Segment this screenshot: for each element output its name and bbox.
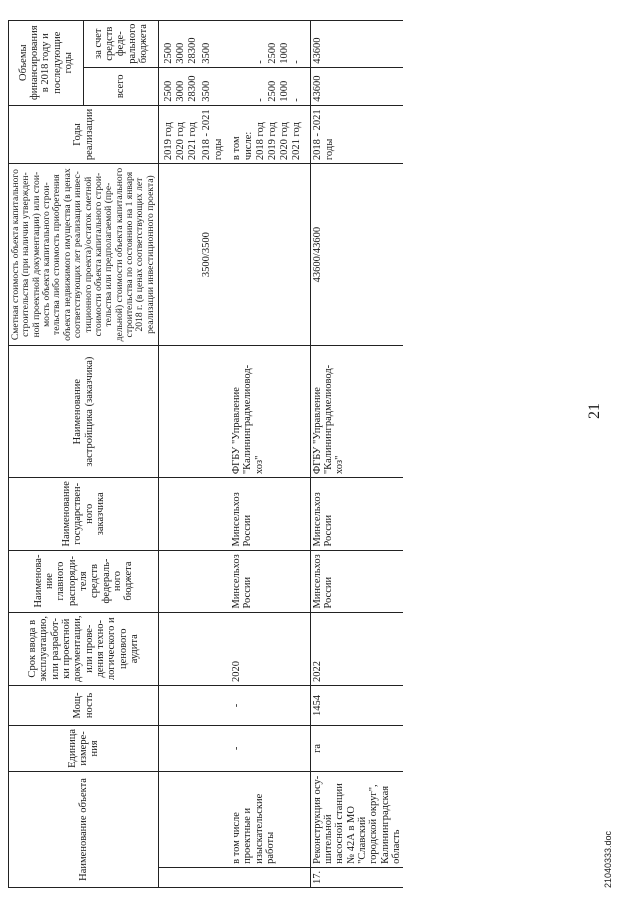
cell-total bbox=[200, 67, 230, 105]
cell-federal bbox=[159, 20, 201, 67]
cell-line: 1000 bbox=[279, 42, 291, 64]
cell-term bbox=[230, 612, 310, 685]
cell-cost bbox=[200, 164, 230, 346]
cell-line: 3500 bbox=[201, 42, 213, 64]
cell-text: Минсельхоз России bbox=[231, 492, 254, 547]
cell-text: ФГБУ "Управление "Калининградмелиовод-хоз" bbox=[231, 364, 265, 475]
cell-customer bbox=[230, 478, 310, 550]
cell-line: 43600 bbox=[311, 75, 323, 102]
cell-line: 2021 год bbox=[291, 122, 303, 161]
cell-years bbox=[159, 105, 201, 163]
cell-line: 3500 bbox=[201, 80, 213, 102]
header-developer: Наименование застройщика (заказчика) bbox=[9, 346, 159, 478]
cell-name bbox=[200, 771, 230, 867]
cell-line: годы bbox=[213, 138, 225, 161]
cell-line: 2019 год bbox=[267, 122, 279, 161]
rotated-content bbox=[3, 13, 623, 893]
cell-line: 28300 bbox=[187, 75, 199, 102]
cell-federal bbox=[230, 20, 310, 67]
cell-text: ФГБУ "Управление "Калининградмелиовод-хоз" bbox=[311, 364, 346, 475]
cell-text: 17. bbox=[311, 870, 323, 884]
cell-line: в том bbox=[231, 136, 243, 161]
cell-developer bbox=[310, 346, 403, 478]
cell-total bbox=[310, 67, 403, 105]
cell-text: Минсельхоз России bbox=[231, 554, 254, 609]
cell-term bbox=[200, 612, 230, 685]
cell-manager bbox=[200, 550, 230, 612]
header-customer: Наименование государствен-ного заказчика bbox=[9, 478, 159, 550]
cell-term bbox=[159, 612, 201, 685]
header-term: Срок ввода в эксплуатацию, или разработ-ки проектной документации, или прове-дения техно-логического и ценового аудита bbox=[9, 612, 159, 685]
cell-line: 2500 bbox=[163, 42, 175, 64]
table-header-row bbox=[9, 20, 84, 887]
cell-line: 2018 - 2021 bbox=[311, 109, 323, 161]
cell-cost bbox=[230, 164, 310, 346]
cell-line: 2019 год bbox=[163, 122, 175, 161]
cell-line: 2500 bbox=[267, 80, 279, 102]
table-row bbox=[200, 20, 230, 887]
footer-filename: 21040333.doc bbox=[603, 830, 613, 888]
investment-table bbox=[8, 20, 403, 888]
table-row bbox=[310, 20, 403, 887]
cell-text: в том числе проектные и изыскательские работы bbox=[231, 793, 277, 864]
cell-federal bbox=[200, 20, 230, 67]
cell-name bbox=[310, 771, 403, 867]
cell-line: 2018 год bbox=[255, 122, 267, 161]
cell-unit bbox=[159, 725, 201, 771]
cell-capacity bbox=[159, 685, 201, 725]
cell-num bbox=[159, 867, 201, 887]
cell-cost bbox=[310, 164, 403, 346]
cell-unit bbox=[310, 725, 403, 771]
cell-cost bbox=[159, 164, 201, 346]
cell-line: - bbox=[255, 60, 267, 64]
cell-manager bbox=[159, 550, 201, 612]
cell-line bbox=[231, 71, 243, 102]
cell-line: 28300 bbox=[187, 37, 199, 64]
cell-customer bbox=[310, 478, 403, 550]
cell-line: 2020 год bbox=[279, 122, 291, 161]
page-number: 21 bbox=[586, 403, 603, 419]
cell-line bbox=[231, 24, 243, 64]
cell-line: - bbox=[291, 60, 303, 64]
header-total: всего bbox=[84, 67, 159, 105]
cell-line: 2020 год bbox=[175, 122, 187, 161]
cell-line: 43600 bbox=[311, 37, 323, 64]
cell-num bbox=[310, 867, 403, 887]
cell-text: Реконструкция осу-шительной насосной станции № 42А в МО "Славский городской округ", Калининградская область bbox=[311, 775, 402, 864]
header-unit: Единица измере-ния bbox=[9, 725, 159, 771]
table-row bbox=[230, 20, 310, 887]
cell-capacity bbox=[230, 685, 310, 725]
cell-years bbox=[230, 105, 310, 163]
cell-line: 2018 - 2021 bbox=[201, 109, 213, 161]
header-name: Наименование объекта bbox=[9, 771, 159, 887]
cell-text: 3500/3500 bbox=[201, 232, 213, 278]
cell-line: годы bbox=[323, 138, 335, 161]
cell-developer bbox=[230, 346, 310, 478]
cell-text: - bbox=[231, 746, 243, 751]
cell-developer bbox=[200, 346, 230, 478]
cell-line: - bbox=[255, 98, 267, 102]
cell-unit bbox=[230, 725, 310, 771]
cell-name bbox=[159, 771, 201, 867]
cell-line bbox=[243, 71, 255, 102]
cell-line: числе: bbox=[243, 131, 255, 161]
cell-text: Минсельхоз России bbox=[311, 492, 334, 547]
cell-developer bbox=[159, 346, 201, 478]
cell-customer bbox=[200, 478, 230, 550]
cell-capacity bbox=[310, 685, 403, 725]
table-body bbox=[159, 20, 404, 887]
cell-line: 2500 bbox=[163, 80, 175, 102]
cell-line: 2500 bbox=[267, 42, 279, 64]
cell-line: 3000 bbox=[175, 80, 187, 102]
header-cost: Сметная стоимость объекта капитального строительства (при наличии утвержден-ной проектной документации) или стои-мость объекта капитального строи-тельства либо стоимость приобретения объекта недвижимого имущества (в ценах соответствующих лет реализации инвес-тиционного проекта)/остаток сметной стоимости объекта капитального строи-тельства или предполагаемой (пре-дельной) стоимости объекта капитального строительства по состоянию на 1 января 2018 г. (в ценах соответствующих лет реализации инвестиционного проекта) bbox=[9, 164, 159, 346]
table-row bbox=[159, 20, 201, 887]
cell-text: 1454 bbox=[311, 694, 323, 716]
cell-text: Минсельхоз России bbox=[311, 554, 334, 609]
cell-text: 43600/43600 bbox=[311, 226, 323, 283]
cell-customer bbox=[159, 478, 201, 550]
cell-text: га bbox=[311, 743, 323, 753]
cell-text: 2022 bbox=[311, 660, 323, 682]
cell-num bbox=[230, 867, 310, 887]
cell-federal bbox=[310, 20, 403, 67]
cell-line: 2021 год bbox=[187, 122, 199, 161]
cell-manager bbox=[310, 550, 403, 612]
cell-manager bbox=[230, 550, 310, 612]
header-manager: Наименова-ние главного распоряди-теля средств федераль-ного бюджета bbox=[9, 550, 159, 612]
cell-line: 1000 bbox=[279, 80, 291, 102]
cell-num bbox=[200, 867, 230, 887]
cell-name bbox=[230, 771, 310, 867]
cell-term bbox=[310, 612, 403, 685]
cell-years bbox=[200, 105, 230, 163]
header-years: Годы реализации bbox=[9, 105, 159, 163]
cell-capacity bbox=[200, 685, 230, 725]
header-funding: Объемы финансирования в 2018 году и последующие годы bbox=[9, 20, 84, 105]
cell-years bbox=[310, 105, 403, 163]
cell-line: - bbox=[291, 98, 303, 102]
cell-unit bbox=[200, 725, 230, 771]
cell-total bbox=[230, 67, 310, 105]
header-federal: за счет средств феде-рального бюджета bbox=[84, 20, 159, 67]
cell-line: 3000 bbox=[175, 42, 187, 64]
cell-text: - bbox=[231, 703, 243, 708]
cell-total bbox=[159, 67, 201, 105]
cell-line bbox=[243, 24, 255, 64]
cell-text: 2020 bbox=[231, 660, 243, 682]
header-capacity: Мощ-ность bbox=[9, 685, 159, 725]
